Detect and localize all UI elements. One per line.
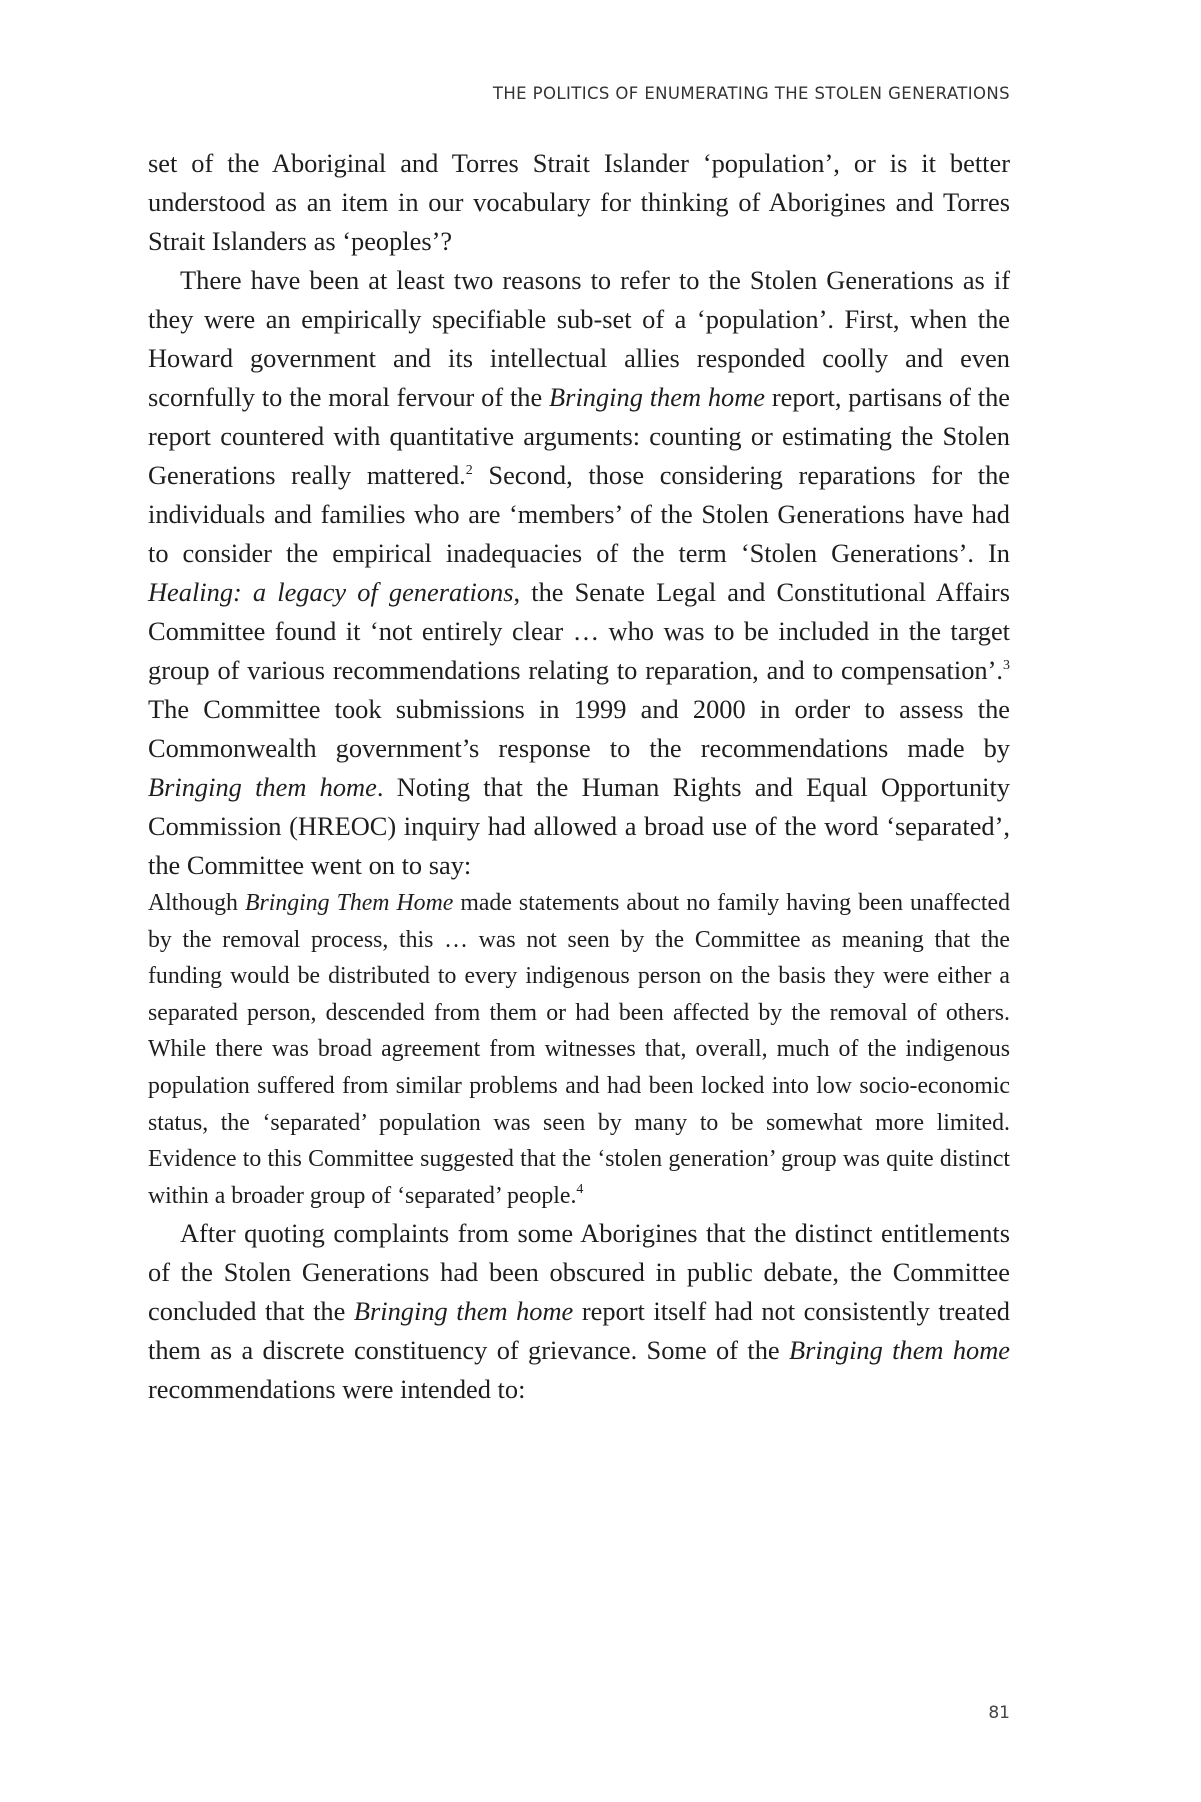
italic-title: Bringing them home — [549, 382, 766, 412]
paragraph-conclusion: After quoting complaints from some Aborigines that the distinct entitlements of the Stolen Generations had been obscured in public debate, the Committee concluded that the Bringing them home report itself had not consistently treated them as a discrete constituency of grievance. Some of the Bringing them home recommendations were intended to: — [148, 1218, 1010, 1405]
paragraph-continuation: set of the Aboriginal and Torres Strait Islander ‘population’, or is it better understood as an item in our vocabulary for thinking of Aborigines and Torres Strait Islanders as ‘peoples’? — [148, 148, 1010, 256]
body-text — [148, 144, 1010, 1409]
footnote-ref: 4 — [576, 1181, 584, 1197]
italic-title: Bringing them home — [788, 1335, 1010, 1366]
running-head: THE POLITICS OF ENUMERATING THE STOLEN GENERATIONS — [492, 84, 1010, 103]
footnote-ref: 3 — [1003, 658, 1010, 673]
italic-title: Healing: a legacy of generations — [148, 577, 514, 607]
footnote-ref: 2 — [465, 463, 473, 478]
paragraph-reasons: There have been at least two reasons to refer to the Stolen Generations as if they were an empirically specifiable sub-set of a ‘population’. First, when the Howard government and its intellectual allies responded coolly and even scornfully to the moral fervour of the Bringing them home report, partisans of the report countered with quantitative arguments: counting or estimating the Stolen Generations really mattered.$^2$ Second, those considering reparations for the individuals and families who are ‘members’ of the Stolen Generations have had to consider the empirical inadequacies of the term ‘Stolen Generations’. In Healing: a legacy of generations, the Senate Legal and Constitutional Affairs Committee found it ‘not entirely clear … who was to be included in the target group of various recommendations relating to reparation, and to compensation’.$^3$ The Committee took submissions in 1999 and 2000 in order to assess the Commonwealth government’s response to the recommendations made by Bringing them home. Noting that the Human Rights and Equal Opportunity Commission (HREOC) inquiry had allowed a broad use of the word ‘separated’, the Committee went on to say: — [148, 265, 1011, 880]
block-quote: Although Bringing Them Home made statements about no family having been unaffected by the removal process, this … was not seen by the Committee as meaning that the funding would be distributed to every indigenous person on the basis they were either a separated person, descended from them or had been affected by the removal of others. While there was broad agreement from witnesses that, overall, much of the indigenous population suffered from similar problems and had been locked into low socio-economic status, the ‘separated’ population was seen by many to be somewhat more limited. Evidence to this Committee suggested that the ‘stolen generation’ group was quite distinct within a broader group of ‘separated’ people.$^4$ — [148, 890, 1010, 1209]
italic-title: Bringing Them Home — [244, 890, 454, 916]
italic-title: Bringing them home — [353, 1296, 574, 1327]
italic-title: Bringing them home — [148, 772, 377, 802]
page-number: 81 — [988, 1703, 1010, 1723]
